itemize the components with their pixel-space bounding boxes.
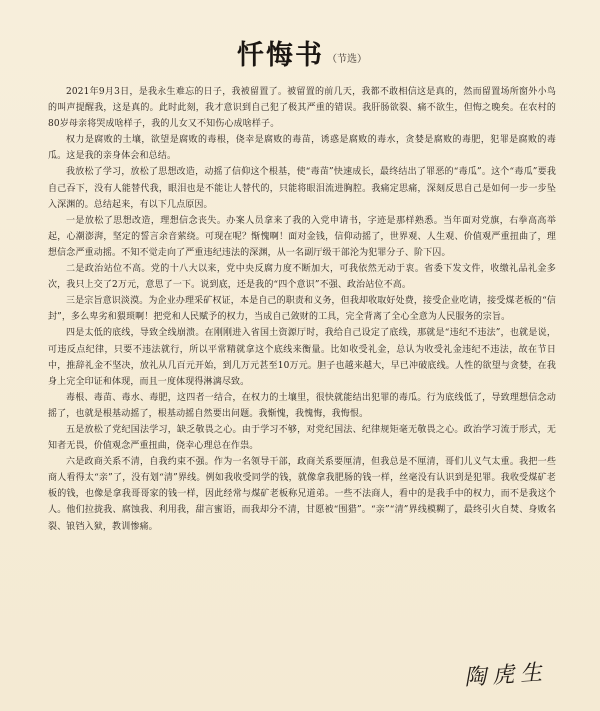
document-body <box>48 84 556 535</box>
paragraph: 一是放松了思想改造，理想信念丧失。办案人员拿来了我的入党申请书，字迹是那样熟悉。当年面对党旗，右拳高高举起，心潮澎湃，坚定的誓言余音萦绕。可现在呢？惭愧啊！面对金钱，信仰动摇了，世界观、人生观、价值观严重扭曲了，理想信念严重动摇。不知不觉走向了严重违纪违法的深渊，从一名副厅级干部沦为犯罪分子、阶下囚。 <box>48 215 556 258</box>
paragraph: 权力是腐败的土壤，欲望是腐败的毒根，侥幸是腐败的毒苗，诱惑是腐败的毒水，贪婪是腐败的毒肥，犯罪是腐败的毒瓜。这是我的亲身体会和总结。 <box>48 135 556 162</box>
paragraph: 四是太低的底线，导致全线崩溃。在刚刚进入省国土资源厅时，我给自己设定了底线，那就是“违纪不违法”，也就是说，可违反点纪律，只要不违法就行，所以平常精就拿这个底线来衡量。比如收受礼金，总认为收受礼金违纪不违法，故在节日中，推辞礼金不坚决，放礼从几百元开始，到几万元甚至10万元。胆子也越来越大，早已冲破底线。人性的欲望与贪婪，在我身上完全印证和体现，而且一度体现得淋漓尽致。 <box>48 328 556 387</box>
paragraph: 毒根、毒苗、毒水、毒肥，这四者一结合，在权力的土壤里，很快就能结出犯罪的毒瓜。行为底线低了，导致理想信念动摇了，也就是根基动摇了，根基动摇自然要出问题。我惭愧，我愧悔，我悔恨。 <box>48 392 556 419</box>
paragraph: 五是放松了党纪国法学习，缺乏敬畏之心。由于学习不够，对党纪国法、纪律规矩毫无敬畏之心。政治学习流于形式，无知者无畏，价值观念严重扭曲，侥幸心理总在作祟。 <box>48 424 556 452</box>
paragraph: 2021年9月3日，是我永生难忘的日子，我被留置了。被留置的前几天，我都不敢相信这是真的，然而留置场所窗外小鸟的叫声提醒我，这是真的。此时此刻，我才意识到自己犯了极其严重的错误。我肝肠欲裂、痛不欲生，但悔之晚矣。在农村的80岁母亲将哭成啥样子，我的儿女又不知伤心成啥样子。 <box>48 87 556 130</box>
handwritten-signature: 陶虎生 <box>463 660 549 691</box>
document-title: 忏悔书 <box>237 40 324 71</box>
paragraph: 六是政商关系不清，自我约束不强。作为一名领导干部，政商关系要厘清，但我总是不厘清，哥们儿义气太重。我把一些商人看得太“亲”了，没有划“清”界线。例如我收受同学的钱，就像拿我肥肠的钱一样，丝毫没有认识到是犯罪。我收受煤矿老板的钱，也像是拿我哥哥家的钱一样，因此经常与煤矿老板称兄道弟。一些不法商人，看中的是我手中的权力，而不是我这个人。他们拉拢我、腐蚀我、利用我，甜言蜜语，而我却分不清，甘愿被“围猎”。“亲”“清”界线模糊了，最终引火自焚、身败名裂、锒铛入狱，教训惨痛。 <box>48 457 556 532</box>
document-subtitle: （节选） <box>327 54 367 65</box>
title-row <box>48 34 556 78</box>
paragraph: 三是宗旨意识淡漠。为企业办理采矿权证，本是自己的职责和义务，但我却收取好处费，接受企业吃请，接受煤老板的“信封”，多么卑劣和猥琐啊！把党和人民赋予的权力，当成自己敛财的工具，完全背离了全心全意为人民服务的宗旨。 <box>48 296 556 323</box>
paragraph: 我放松了学习，放松了思想改造，动摇了信仰这个根基，使“毒苗”快速成长，最终结出了罪恶的“毒瓜”。这个“毒瓜”要我自己吞下，没有人能替代我，眼泪也是不能让人替代的，只能将眼泪流进胸腔。我痛定思痛，深刻反思自己是如何一步一步坠入深渊的。总结起来，有以下几点原因。 <box>48 167 556 210</box>
paragraph: 二是政治站位不高。党的十八大以来，党中央反腐力度不断加大，可我依然无动于衷。省委下发文件，收缴礼品礼金多次，我只上交了2万元，意思了一下。说到底，还是我的“四个意识”不强、政治站位不高。 <box>48 264 556 291</box>
